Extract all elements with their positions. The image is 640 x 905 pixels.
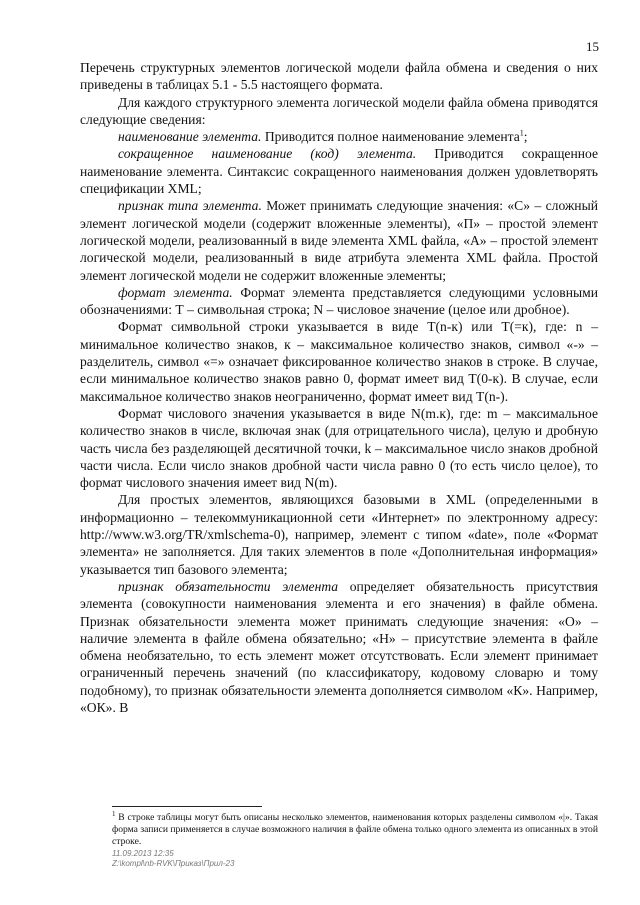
item-required-term: признак обязательности элемента: [118, 578, 339, 594]
footnote-text: В строке таблицы могут быть описаны несколько элементов, наименования которых разделены символом «|». Такая форма записи применяется в случае возможного наличия в файле обмена только одного элемента из описанных в этой строке.: [112, 812, 598, 847]
item-short-term: сокращенное наименование (код) элемента.: [118, 146, 417, 162]
file-stamp: [112, 849, 234, 869]
item-format-text: Формат элемента представляется следующими условными обозначениями: Т – символьная строка; N – числовое значение (целое или дробное).: [80, 284, 598, 318]
file-stamp-date: 11.09.2013 12:35: [112, 849, 174, 858]
item-type-text: Может принимать следующие значения: «С» – сложный элемент логической модели (содержит вложенные элементы), «П» – простой элемент логической модели, реализованный в виде элемента XML файла, «А» – простой элемент логической модели, реализованный в виде атрибута элемента XML файла. Простой элемент логической модели не содержит вложенные элементы;: [80, 198, 598, 283]
item-name-text: Приводится полное наименование элемента: [261, 129, 520, 145]
paragraph-intro: Перечень структурных элементов логической модели файла обмена и сведения о них приведены в таблицах 5.1 - 5.5 настоящего формата.: [80, 60, 598, 93]
item-required-text: определяет обязательность присутствия элемента (совокупности наименования элемента и его значения) в файле обмена. Признак обязательности элемента может принимать следующие значения: «О» – наличие элемента в файле обмена обязательно; «Н» – присутствие элемента в файле обмена необязательно, то есть элемент может отсутствовать. Если элемент принимает ограниченный перечень значений (по классификатору, кодовому словарю и тому подобному), то признак обязательности элемента дополняется символом «К». Например, «ОК». В: [80, 578, 599, 715]
footnote-ref: 1: [519, 128, 524, 138]
paragraph-number-format: Формат числового значения указывается в виде N(m.к), где: m – максимальное количество знаков в числе, включая знак (для отрицательного числа), целую и дробную часть числа без разделяющей десятичной точки, k – максимальное число знаков дробной части числа. Если число знаков дробной части числа равно 0 (то есть число целое), то формат числового значения имеет вид N(m).: [80, 405, 598, 491]
item-short-name: [80, 145, 598, 197]
item-type-term: признак типа элемента.: [118, 198, 262, 214]
item-required: [80, 578, 598, 716]
footnote-divider: [112, 806, 262, 807]
item-name-tail: ;: [523, 129, 528, 145]
footnote: [112, 809, 598, 848]
item-short-text: Приводится сокращенное наименование элемента. Синтаксис сокращенного наименования должен удовлетворять спецификации XML;: [80, 146, 599, 197]
file-stamp-path: Z:\kompl\nb-RVK\Приказ\Прил-23: [112, 859, 235, 868]
paragraph-list-intro: Для каждого структурного элемента логической модели файла обмена приводятся следующие сведения:: [80, 94, 598, 127]
body-text: [80, 59, 598, 716]
footnote-mark: 1: [112, 809, 116, 818]
item-name-term: наименование элемента.: [118, 129, 262, 145]
paragraph-simple-elements: Для простых элементов, являющихся базовыми в XML (определенными в информационно – телекоммуникационной сети «Интернет» по электронному адресу: http://www.w3.org/TR/xmlschema-0), например, элемент с типом «date», поле «Формат элемента» не заполняется. Для таких элементов в поле «Дополнительная информация» указывается тип базового элемента;: [80, 492, 598, 577]
item-name: [80, 128, 598, 145]
item-format: [80, 284, 598, 319]
item-type: [80, 197, 598, 283]
paragraph-string-format: Формат символьной строки указывается в виде Т(n-к) или Т(=к), где: n – минимальное количество знаков, к – максимальное количество знаков, символ «-» – разделитель, символ «=» означает фиксированное количество знаков в строке. В случае, если минимальное количество знаков равно 0, формат имеет вид Т(0-к). В случае, если максимальное количество знаков неограниченно, формат имеет вид Т(n-).: [80, 319, 598, 404]
item-format-term: формат элемента.: [118, 284, 233, 300]
page-number: 15: [586, 39, 599, 54]
